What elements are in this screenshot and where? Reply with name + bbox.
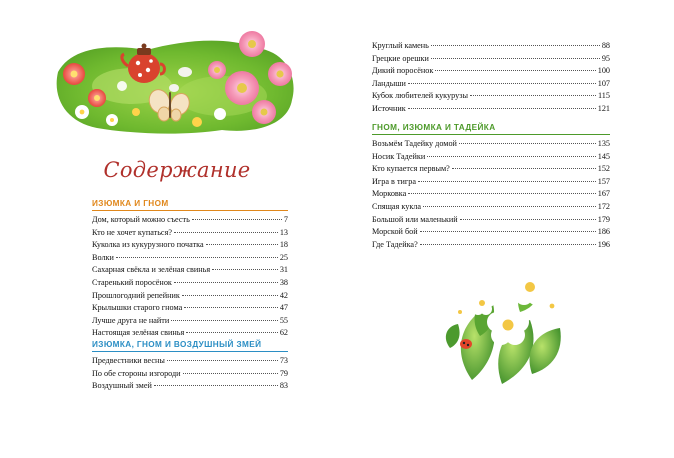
toc-entry-page: 73 <box>279 356 288 365</box>
toc-entry[interactable] <box>372 103 610 116</box>
dot-leader <box>435 70 595 71</box>
toc-entry[interactable] <box>92 290 288 303</box>
toc-entry-page: 167 <box>597 189 610 199</box>
section-header: ГНОМ, ИЗЮМКА И ТАДЕЙКА <box>372 123 610 135</box>
toc-entry[interactable] <box>372 40 610 53</box>
toc-entry-title: Крылышки старого гнома <box>92 303 183 313</box>
toc-entry-page: 135 <box>597 139 610 148</box>
toc-entry[interactable] <box>92 264 288 277</box>
toc-entry[interactable] <box>372 151 610 164</box>
toc-entry-title: Предвестники весны <box>92 356 165 365</box>
dot-leader <box>459 143 596 144</box>
toc-entry-title: Воздушный змей <box>92 381 152 391</box>
toc-entry-page: 31 <box>279 265 288 275</box>
toc-entry-page: 157 <box>597 176 610 186</box>
dot-leader <box>174 232 278 233</box>
toc-entry-page: 179 <box>597 214 610 224</box>
toc-entry[interactable] <box>92 277 288 290</box>
toc-entry-page: 107 <box>597 78 610 88</box>
dot-leader <box>154 385 278 386</box>
toc-entry[interactable] <box>372 90 610 103</box>
toc-entry-title: Носик Тадейки <box>372 151 426 161</box>
toc-entry-title: Большой или маленький <box>372 214 458 224</box>
toc-entry-title: Кубок любителей кукурузы <box>372 91 468 101</box>
toc-entry-title: Кто купается первым? <box>372 164 450 174</box>
toc-entry[interactable] <box>372 138 610 151</box>
toc-entry-title: Круглый камень <box>372 41 429 50</box>
toc-entry[interactable] <box>372 239 610 252</box>
toc-entry-page: 186 <box>597 227 610 237</box>
toc-entry-title: Морковка <box>372 189 407 199</box>
toc-entry[interactable] <box>372 176 610 189</box>
toc-entry-page: 88 <box>601 41 610 50</box>
toc-entry-page: 115 <box>598 91 610 101</box>
section-header: ИЗЮМКА И ГНОМ <box>92 199 288 211</box>
dot-leader <box>431 45 600 46</box>
flower-bouquet-illustration <box>432 252 572 392</box>
toc-entry[interactable] <box>372 65 610 78</box>
toc-entry[interactable] <box>92 315 288 328</box>
toc-entry[interactable] <box>372 188 610 201</box>
toc-entry-title: Спящая кукла <box>372 201 422 211</box>
dot-leader <box>408 83 596 84</box>
dot-leader <box>452 168 596 169</box>
toc-entry[interactable] <box>372 201 610 214</box>
toc-entry-title: Волки <box>92 252 114 262</box>
dot-leader <box>167 360 278 361</box>
toc-entry-page: 152 <box>597 164 610 174</box>
toc-entry[interactable] <box>92 327 288 340</box>
toc-entry-page: 95 <box>601 53 610 63</box>
toc-section-izyumka-i-gnom <box>92 199 288 340</box>
dot-leader <box>431 58 600 59</box>
toc-entry-page: 83 <box>279 381 288 391</box>
toc-entry-page: 172 <box>597 201 610 211</box>
toc-entry-title: Куколка из кукурузного початка <box>92 240 204 250</box>
toc-entry-title: Игра в тигра <box>372 176 417 186</box>
toc-entry[interactable] <box>92 302 288 315</box>
dot-leader <box>212 269 278 270</box>
toc-entry[interactable] <box>92 239 288 252</box>
toc-entry-title: Грецкие орешки <box>372 53 429 63</box>
toc-entry[interactable] <box>92 355 288 368</box>
dot-leader <box>470 95 596 96</box>
toc-section-tadeyka <box>372 123 610 251</box>
dot-leader <box>183 373 278 374</box>
toc-entry-page: 38 <box>279 277 288 287</box>
toc-entry[interactable] <box>92 214 288 227</box>
dot-leader <box>182 295 278 296</box>
toc-entry-title: Где Тадейка? <box>372 239 418 249</box>
toc-entry-title: Прошлогодний репейник <box>92 290 180 300</box>
dot-leader <box>420 231 596 232</box>
toc-section-vozdushny-zmey-continued <box>372 40 610 116</box>
toc-entry[interactable] <box>372 53 610 66</box>
toc-entry-page: 13 <box>279 227 288 237</box>
toc-entry-page: 196 <box>597 239 610 249</box>
toc-entry-title: Сахарная свёкла и зелёная свинья <box>92 265 211 275</box>
toc-entry-page: 100 <box>597 66 610 76</box>
toc-entry-title: Лучше друга не найти <box>92 315 170 325</box>
toc-entry-page: 47 <box>279 303 288 313</box>
toc-entry[interactable] <box>372 163 610 176</box>
dot-leader <box>192 219 282 220</box>
toc-entry-title: По обе стороны изгороди <box>92 368 181 378</box>
meadow-illustration <box>52 26 300 138</box>
toc-entry[interactable] <box>92 227 288 240</box>
toc-entry-page: 62 <box>279 328 288 338</box>
toc-entry-title: Морской бой <box>372 227 418 237</box>
dot-leader <box>420 244 596 245</box>
toc-entry-page: 145 <box>597 151 610 161</box>
dot-leader <box>408 193 595 194</box>
dot-leader <box>174 282 278 283</box>
toc-section-vozdushny-zmey <box>92 340 288 393</box>
dot-leader <box>460 219 596 220</box>
toc-entry-page: 7 <box>283 215 288 224</box>
toc-entry[interactable] <box>92 380 288 393</box>
dot-leader <box>408 108 596 109</box>
toc-entry-title: Кто не хочет купаться? <box>92 227 172 237</box>
toc-entry-title: Источник <box>372 103 406 113</box>
section-header: ИЗЮМКА, ГНОМ И ВОЗДУШНЫЙ ЗМЕЙ <box>92 340 288 352</box>
toc-entry-title: Дом, который можно съесть <box>92 215 190 224</box>
toc-entry-title: Настоящая зелёная свинья <box>92 328 185 338</box>
toc-entry[interactable] <box>92 252 288 265</box>
dot-leader <box>116 257 278 258</box>
toc-entry[interactable] <box>372 226 610 239</box>
toc-entry-page: 18 <box>279 240 288 250</box>
dot-leader <box>184 307 278 308</box>
toc-entry[interactable] <box>372 214 610 227</box>
dot-leader <box>423 206 596 207</box>
dot-leader <box>186 332 278 333</box>
toc-entry-title: Ландыши <box>372 78 406 88</box>
dot-leader <box>418 181 596 182</box>
toc-entry-page: 42 <box>279 290 288 300</box>
toc-entry[interactable] <box>372 78 610 91</box>
toc-entry-page: 25 <box>279 252 288 262</box>
dot-leader <box>427 156 595 157</box>
dot-leader <box>206 244 278 245</box>
toc-entry-title: Дикий поросёнок <box>372 66 434 76</box>
page-title: Содержание <box>103 158 251 182</box>
toc-entry-title: Старенький поросёнок <box>92 277 172 287</box>
toc-entry-page: 55 <box>279 315 288 325</box>
dot-leader <box>171 320 278 321</box>
toc-entry-page: 121 <box>597 103 610 113</box>
toc-entry-title: Возьмём Тадейку домой <box>372 139 457 148</box>
toc-entry-page: 79 <box>279 368 288 378</box>
toc-entry[interactable] <box>92 368 288 381</box>
